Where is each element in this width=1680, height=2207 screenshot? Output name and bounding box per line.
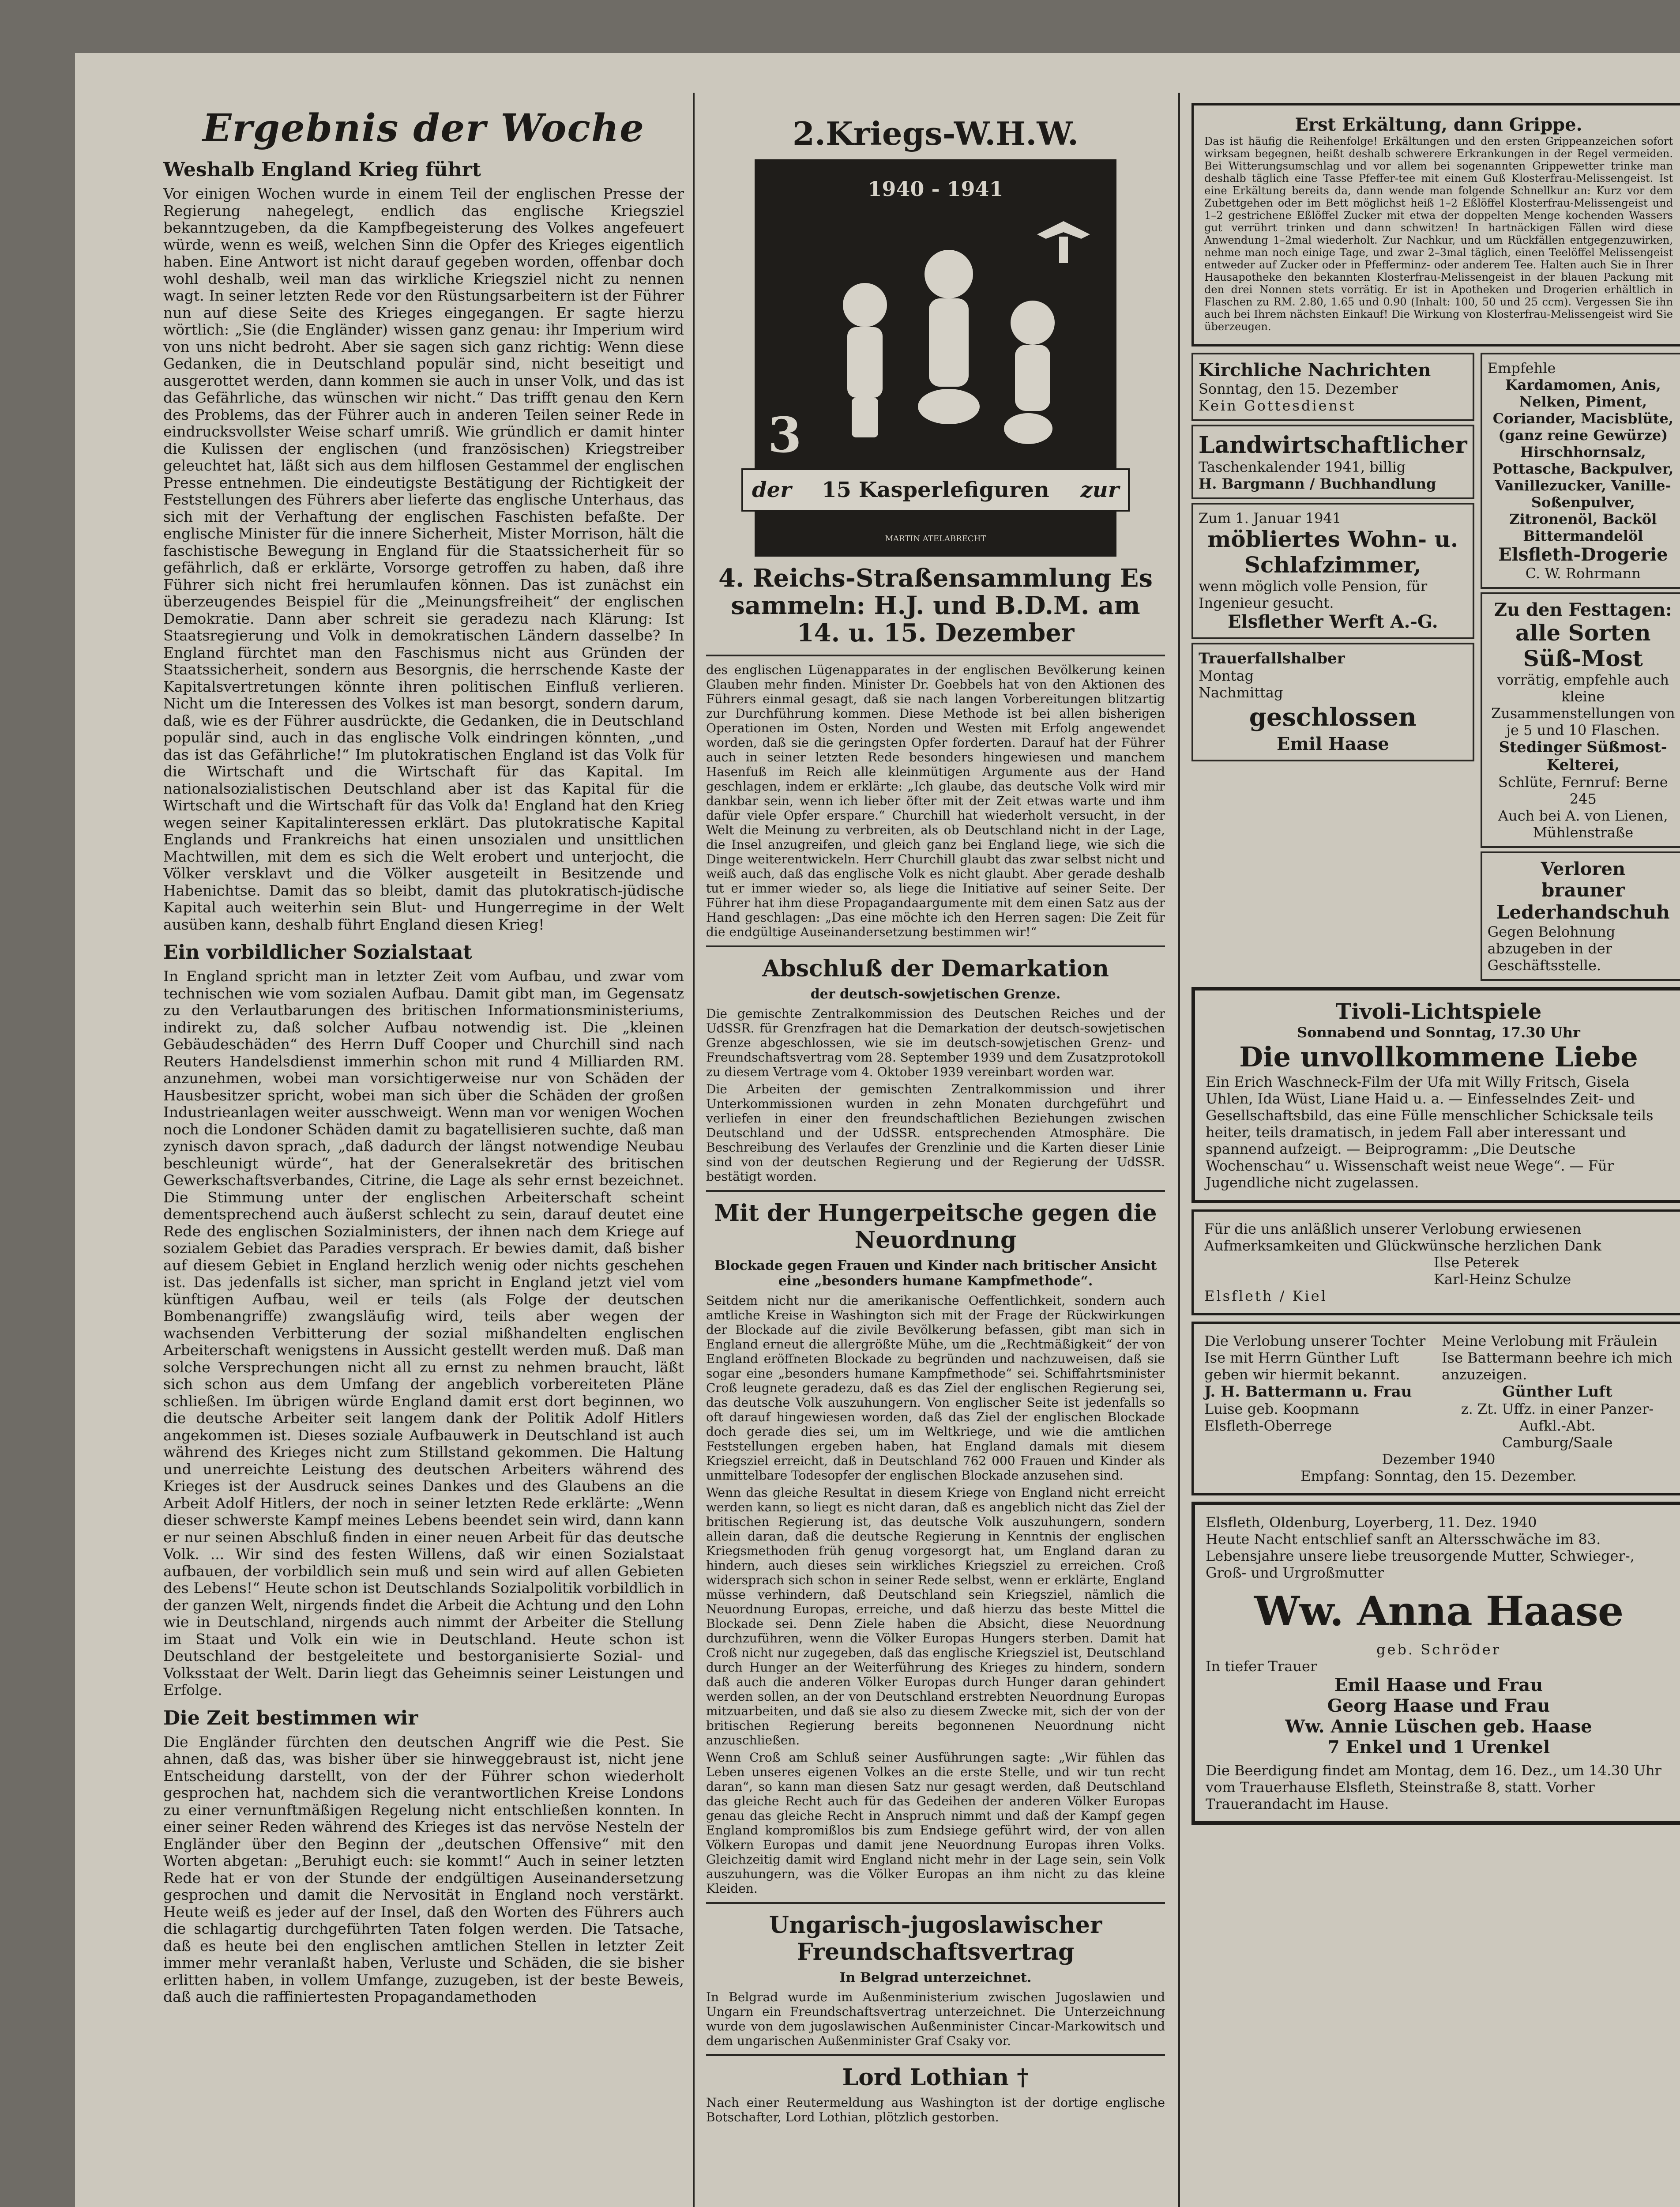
ad-headline: brauner Lederhandschuh xyxy=(1496,879,1670,923)
article-paragraph: Nach einer Reutermeldung aus Washington ist der dortige englische Botschafter, Lord Lothian, plötzlich gestorben. xyxy=(706,2095,1165,2124)
column-right xyxy=(1191,97,1680,2207)
article-title: Ungarisch-jugoslawischer Freundschaftsvertrag xyxy=(769,1912,1102,1966)
article-paragraph: Wenn das gleiche Resultat in diesem Kriege von England nicht erreicht werden kann, so liegt es nicht daran, daß es angeblich nicht das Ziel der britischen Regierung ist, das deutsche Volk auszuhungern, sondern allein daran, daß die deutsche Regierung in Kenntnis der englischen Kriegsmethoden früh genug vorgesorgt hat, um England daran zu hindern, auch dieses sein wirkliches Kriegsziel zu erreichen. Croß widersprach sich schon in seiner Rede selbst, wenn er erklärte, England müsse verhindern, daß Deutschland sein Kriegsziel, nämlich die Neuordnung Europas, erreiche, und daß hierzu das beste Mittel die Blockade sei. Denn Ziele haben die Absicht, diese Neuordnung durchzuführen, wenn die Völker Europas Hungers sterben. Damit hat Croß nicht nur zugegeben, daß das englische Kriegsziel ist, Deutschland durch Hunger an der Weiterführung des Krieges zu hindern, sondern daß auch die anderen Völker Europas durch Hunger daran gehindert werden sollen, an der von Deutschland erstrebten Neuordnung Europas mitzuarbeiten, und daß sie also zu diesem Zwecke mit, sich der von der britischen Regierung bereits begonnenen Neuordnung nicht anzuschließen. xyxy=(706,1485,1165,1748)
poster-title: 2.Kriegs-W.H.W. xyxy=(792,115,1079,152)
ad-firm: Günther Luft xyxy=(1502,1383,1612,1401)
ad-text: Elsfleth-Oberrege xyxy=(1204,1417,1332,1434)
newspaper-page xyxy=(75,53,1680,2207)
ad-text: Gegen Belohnung abzugeben in der Geschäftsstelle. xyxy=(1487,923,1616,974)
ad-text: Die Verlobung unserer Tochter Ise mit Herrn Günther Luft geben wir hiermit bekannt. xyxy=(1204,1333,1426,1383)
article-paragraph: Seitdem nicht nur die amerikanische Oeffentlichkeit, sondern auch amtliche Kreise in Washington sich mit der Frage der Rückwirkungen der Blockade auf die zivile Bevölkerung befassen, gibt man sich in England erneut die allergrößte Mühe, um die „Rechtmäßigkeit“ der von England eröffneten Blockade zu begründen und nachzuweisen, daß sie sogar eine „besonders humane Kampfmethode“ sei. Schiffahrtsminister Croß leugnete geradezu, daß es das Ziel der englischen Regierung sei, das deutsche Volk auszuhungern. Von englischer Seite ist jedenfalls so oft darauf hingewiesen worden, daß das Ziel der englischen Blockade doch gerade dies sei, um im Weltkriege, und wie die amtlichen Feststellungen ergeben haben, hat England damals mit diesem Kriegsziel erreicht, daß in Deutschland 762 000 Frauen und Kinder als unmittelbare Todesopfer der englischen Blockade anzusehen sind. xyxy=(706,1293,1165,1483)
whw-poster xyxy=(752,159,1119,557)
ad-firm: Emil Haase xyxy=(1276,734,1389,754)
ad-text: Heute Nacht entschlief sanft an Altersschwäche im 83. Lebensjahre unsere liebe treusorgende Mutter, Schwieger-, Groß- und Urgroßmutter xyxy=(1206,1531,1635,1581)
divider xyxy=(706,655,1165,656)
ad-firm: J. H. Battermann u. Frau xyxy=(1204,1383,1412,1401)
mourner-name: Ww. Annie Lüschen geb. Haase xyxy=(1285,1716,1592,1737)
ad-text: Auch bei A. von Lienen, Mühlenstraße xyxy=(1498,807,1668,841)
ad-text: Die Beerdigung findet am Montag, dem 16. Dez., um 14.30 Uhr vom Trauerhause Elsfleth, Steinstraße 8, statt. Vorher Trauerandacht im Hause. xyxy=(1206,1762,1661,1812)
article-title: Abschluß der Demarkation xyxy=(762,955,1109,982)
banner-text: 15 Kasperlefiguren xyxy=(822,478,1049,502)
ad-traueranzeige xyxy=(1191,1502,1680,1825)
ad-title: Landwirtschaftlicher xyxy=(1199,432,1467,459)
ad-firm: Stedinger Süßmost-Kelterei, xyxy=(1499,738,1667,774)
ad-text: Taschenkalender 1941, billig xyxy=(1199,459,1406,475)
ad-text: z. Zt. Uffz. in einer Panzer-Aufkl.-Abt. xyxy=(1461,1401,1654,1434)
ad-headline: möbliertes Wohn- u. Schlafzimmer, xyxy=(1207,526,1458,578)
banner-left: der xyxy=(752,478,792,502)
article-title: Die Zeit bestimmen wir xyxy=(163,1706,418,1729)
mourner-name: Emil Haase und Frau xyxy=(1334,1675,1543,1695)
ad-kirche xyxy=(1191,353,1474,421)
ad-text: Luise geb. Koopmann xyxy=(1204,1401,1359,1417)
article-title: Weshalb England Krieg führt xyxy=(163,158,481,181)
ad-zimmer xyxy=(1191,503,1474,639)
column-middle xyxy=(706,97,1165,2207)
ad-text: Meine Verlobung mit Fräulein Ise Battermann beehre ich mich anzuzeigen. xyxy=(1442,1333,1672,1383)
ad-text: Elsfleth, Oldenburg, Loyerberg, 11. Dez. 1940 xyxy=(1206,1514,1537,1531)
ad-title: Kirchliche Nachrichten xyxy=(1199,360,1431,380)
column-left xyxy=(163,97,684,2207)
poster-years: 1940 - 1941 xyxy=(868,177,1003,201)
ad-text: Trauerfallshalber xyxy=(1199,650,1345,667)
ad-suessmost xyxy=(1481,592,1680,848)
ad-text: Elsfleth / Kiel xyxy=(1204,1288,1327,1304)
ad-text: Empfang: Sonntag, den 15. Dezember. xyxy=(1300,1468,1577,1484)
divider xyxy=(706,2054,1165,2056)
ad-tivoli xyxy=(1191,987,1680,1203)
ad-text: vorrätig, empfehle auch kleine Zusammenstellungen von je 5 und 10 Flaschen. xyxy=(1491,671,1675,738)
ad-text: Ein Erich Waschneck-Film der Ufa mit Willy Fritsch, Gisela Uhlen, Ida Wüst, Liane Haid u. a. — Einfesselndes Zeit- und Gesellschaftsbild, das eine Fülle menschlicher Schicksale teils heiter, teils dramatisch, in jedem Fall aber interessant und spannend aufzeigt. — Beiprogramm: „Die Deutsche Wochenschau“ u. Wissenschaft weist neue Wege“. — Für Jugendliche nicht zugelassen. xyxy=(1206,1073,1654,1191)
ad-drogerie xyxy=(1481,353,1680,589)
ad-text: Karl-Heinz Schulze xyxy=(1434,1271,1571,1288)
ad-headline: Die unvollkommene Liebe xyxy=(1239,1041,1638,1073)
ad-text: Zum 1. Januar 1941 xyxy=(1199,510,1342,527)
ad-text: geb. Schröder xyxy=(1376,1641,1501,1658)
ad-text: Empfehle xyxy=(1487,360,1556,377)
ad-klosterfrau xyxy=(1191,103,1680,346)
ad-row xyxy=(1191,353,1680,981)
ad-row xyxy=(1204,1333,1673,1451)
column-rule-1 xyxy=(693,93,695,2207)
ad-firm: Elsfleth-Drogerie xyxy=(1498,544,1668,565)
poster-banner xyxy=(741,468,1130,512)
ad-headline: alle Sorten Süß-Most xyxy=(1515,620,1651,671)
ad-text: Montag xyxy=(1199,667,1254,684)
divider xyxy=(706,1190,1165,1192)
article-subtitle: In Belgrad unterzeichnet. xyxy=(839,1970,1032,1985)
article-subtitle: der deutsch-sowjetischen Grenze. xyxy=(810,987,1061,1002)
divider xyxy=(706,945,1165,947)
column-rule-2 xyxy=(1178,93,1180,2207)
ad-verloren xyxy=(1481,851,1680,981)
banner-right: zur xyxy=(1080,478,1119,502)
article-paragraph: In Belgrad wurde im Außenministerium zwischen Jugoslawien und Ungarn ein Freundschaftsvertrag unterzeichnet. Die Unterzeichnung wurde von dem jugoslawischen Außenminister Cincar-Markowitsch und dem ungarischen Außenminister Graf Csaky vor. xyxy=(706,1990,1165,2048)
ad-text: Ilse Peterek xyxy=(1434,1254,1519,1271)
ad-column xyxy=(1204,1333,1436,1451)
ad-text: Für die uns anläßlich unserer Verlobung erwiesenen Aufmerksamkeiten und Glückwünsche herzlichen Dank xyxy=(1204,1220,1601,1254)
ad-column xyxy=(1191,353,1474,981)
article-title: Lord Lothian † xyxy=(842,2064,1029,2091)
ad-firm: H. Bargmann / Buchhandlung xyxy=(1199,475,1436,492)
masthead-title: Ergebnis der Woche xyxy=(202,106,645,151)
ad-headline: geschlossen xyxy=(1249,703,1417,732)
ad-column xyxy=(1442,1333,1673,1451)
ad-title: Tivoli-Lichtspiele xyxy=(1335,999,1542,1024)
article-paragraph: In England spricht man in letzter Zeit vom Aufbau, und zwar vom technischen wie vom sozialen Aufbau. Damit gibt man, im Gegensatz zu den Verlautbarungen des britischen Informationsministeriums, indirekt zu, daß solcher Aufbau notwendig ist. Die „kleinen Gebäudeschäden“ des Herrn Duff Cooper und Churchill sind nach Reuters Handelsdienst immerhin schon mit rund 4 Milliarden RM. anzunehmen, wobei man vorsichtigerweise nur von Schäden der Hausbesitzer spricht, wobei man sich über die Schäden der großen Industrieanlagen weiter ausschweigt. Wenn man vor wenigen Wochen noch die Londoner Schäden damit zu bagatellisieren suchte, daß man zynisch davon sprach, „daß dadurch der längst notwendige Neubau beschleunigt würde“, hat der Generalsekretär des britischen Gewerkschaftsverbandes, Citrine, die Lage als sehr ernst bezeichnet. Die Stimmung unter der englischen Arbeiterschaft scheint dementsprechend auch äußerst schlecht zu sein, darauf deutet eine Rede des englischen Sozialministers, der ihnen nach dem Kriege auf sozialem Gebiet das Paradies versprach. Er bewies damit, daß bisher auf diesem Gebiet in England herzlich wenig oder nichts geschehen ist. Das jedenfalls ist sicher, man spricht in England jetzt viel vom künftigen Aufbau, weil er teils (als Folge der deutschen Bombenangriffe) zwangsläufig wird, teils aber wegen der wachsenden Verbitterung der sozial mißhandelten englischen Arbeiterschaft wenigstens in Aussicht gestellt werden muß. Daß man solche Versprechungen nicht all zu ernst zu nehmen braucht, läßt sich schon aus dem Umfang der angeblich vorbereiteten Pläne schließen. Im übrigen würde England damit erst dort beginnen, wo die deutsche Arbeiter seit langem dank der Politik Adolf Hitlers angekommen ist. Dieses soziale Aufbauwerk in Deutschland ist auch während des Krieges nicht zum Stillstand gekommen. Die Haltung und unerreichte Leistung des deutschen Arbeiters während des Krieges ist der Ausdruck seines Dankes und des Glaubens an die Arbeit Adolf Hitlers, der noch in seiner letzten Rede erklärte: „Wenn dieser schwerste Kampf meines Lebens beendet sein wird, dann kann er nur seinen Abschluß finden in einer neuen Arbeit für das deutsche Volk. ... Wir sind des festen Willens, daß wir einen Sozialstaat aufbauen, der vorbildlich sein muß und sein wird auf allen Gebieten des Lebens!“ Heute schon ist Deutschlands Sozialpolitik vorbildlich in der ganzen Welt, nirgends findet die Arbeit die Achtung und den Lohn wie in Deutschland, nirgends auch nimmt der Arbeiter die Stellung im Staat und Volk ein wie in Deutschland. Heute schon ist Deutschland der bestgeleitete und bestorganisierte Sozial- und Volksstaat der Welt. Darin liegt das Geheimnis seiner Leistungen und Erfolge. xyxy=(163,968,684,1699)
ad-text: Dezember 1940 xyxy=(1382,1451,1496,1468)
article-paragraph: Vor einigen Wochen wurde in einem Teil der englischen Presse der Regierung nahegelegt, endlich das englische Kriegsziel bekanntzugeben, da die Kampfbegeisterung des Volkes angefeuert würde, wenn es weiß, welchen Sinn die Opfer des Krieges eigentlich haben. Eine Antwort ist nicht darauf gegeben worden, offenbar doch wohl deshalb, weil man das wirkliche Kriegsziel nicht zu nennen wagt. In seiner letzten Rede vor den Rüstungsarbeitern ist der Führer nun auf diese Seite des Krieges eingegangen. Er sagte hierzu wörtlich: „Sie (die Engländer) wissen ganz genau: ihr Imperium wird von uns nicht bedroht. Aber sie sagen sich ganz richtig: Wenn diese Gedanken, die in Deutschland populär sind, nicht beseitigt und ausgerottet werden, dann kommen sie auch in unser Volk, und das ist das Gefährliche, das wünschen wir nicht.“ Das trifft genau den Kern des Problems, das der Führer auch in anderen Teilen seiner Rede in eindrucksvollster Weise scharf umriß. Wie gründlich er damit hinter die Kulissen der englischen (und französischen) Kriegstreiber geleuchtet hat, läßt sich aus dem hilflosen Gestammel der englischen Presse entnehmen. Die eindeutigste Bestätigung der Richtigkeit der Feststellungen des Führers aber lieferte das englische Unterhaus, das sich mit der Verhaftung der englischen Faschisten befaßte. Der englische Minister für die innere Sicherheit, Mister Morrison, hält die faschistische Bewegung in England für die Staatssicherheit für so gefährlich, daß er erklärte, Vorsorge getroffen zu haben, daß ihre Führer sich nicht frei herumlaufen können. Das ist zunächst ein überzeugendes Beispiel für die „Meinungsfreiheit“ der englischen Demokratie. Dann aber schreit sie geradezu nach Klärung: Ist Staatsregierung und Volk in demokratischen Ländern dasselbe? In England fürchtet man den Faschismus nicht aus Gründen der Staatssicherheit, sondern aus Besorgnis, die herrschende Kaste der Kapitalsvertretungen könnte ihren politischen Einfluß verlieren. Nicht um die Interessen des Volkes ist man besorgt, sondern darum, daß, wie es der Führer ausdrückte, die Gedanken, die in Deutschland populär sind, auch in das englische Volk eindringen könnten, „und das ist das Gefährliche!“ Im plutokratischen England ist das Volk für die Wirtschaft und die Wirtschaft für das Kapital. Im nationalsozialistischen Deutschland aber ist das Kapital für die Wirtschaft und die Wirtschaft für das Volk da! England hat den Krieg wegen seiner Kapitalinteressen erklärt. Das plutokratische Kapital Englands und Frankreichs hat einen unsozialen und unsittlichen Machtwillen, mit dem es sich die Welt erobert und unterjocht, die Völker versklavt und die Völker ausgeteilt in Besitzende und Habenichtse. Damit das so bleibt, damit das plutokratisch-jüdische Kapital auch weiterhin sein Blut- und Hungerregime in der Welt ausüben kann, deshalb führt England diesen Krieg! xyxy=(163,185,684,933)
ad-text: Schlüte, Fernruf: Berne 245 xyxy=(1498,774,1668,807)
ad-kalender xyxy=(1191,425,1474,499)
article-paragraph: des englischen Lügenapparates in der englischen Bevölkerung keinen Glauben mehr finden. Minister Dr. Goebbels hat von den Aktionen des Führers einmal gesagt, daß sie nach langen Vorbereitungen blitzartig zur Durchführung kommen. Diese Methode ist bei allen bisherigen Operationen im Osten, Norden und Westen mit Erfolg angewendet worden, daß sie die geringsten Opfer forderten. Darauf hat der Führer auch in seiner letzten Rede besonders hingewiesen und manchem Hasenfuß im Reich alle kleinmütigen Argumente aus der Hand geschlagen, indem er erklärte: „Ich glaube, das deutsche Volk wird mir dankbar sein, wenn ich lieber öfter mit der Zeit etwas warte und ihm dafür viele Opfer erspare.“ Churchill hat wiederholt versucht, in der Welt die Meinung zu verbreiten, als ob Deutschland nicht in der Lage, die Insel anzugreifen, und gleich ganz bei England liege, wie sich die Dinge weiterentwickeln. Herr Churchill glaubt das zwar selbst nicht und weiß auch, daß das englische Volk es nicht glaubt. Aber gerade deshalb tut er immer wieder so, als liege die Initiative auf seiner Seite. Der Führer hat ihm diese Propagandaargumente mit dem einen Satz aus der Hand geschlagen: „Das eine möchte ich den Herren sagen: Die Zeit für die endgültige Auseinandersetzung bestimmen wir!“ xyxy=(706,663,1165,939)
ad-text: In tiefer Trauer xyxy=(1206,1658,1317,1675)
poster-artist: MARTIN ATELABRECHT xyxy=(885,534,986,543)
article-subtitle: Blockade gegen Frauen und Kinder nach britischer Ansicht eine „besonders humane Kampfmethode“. xyxy=(714,1258,1157,1289)
ad-verlobung xyxy=(1191,1322,1680,1495)
ad-column xyxy=(1481,353,1680,981)
ad-text: Sonnabend und Sonntag, 17.30 Uhr xyxy=(1297,1024,1580,1041)
ad-text: Kein Gottesdienst xyxy=(1199,397,1356,414)
article-paragraph: Wenn Croß am Schluß seiner Ausführungen sagte: „Wir fühlen das Leben unseres eigenen Volkes an die erste Stelle, und wir tun recht daran“, so kann man diesen Satz nur gesagt werden, daß Deutschland das gleiche Recht auch für das Gedeihen der anderen Völker Europas genau das gleiche Recht in Anspruch nimmt und daß der Kampf gegen England kompromißlos bis zum Endsiege geführt wird, der von allen Völkern Europas und damit jene Neuordnung Europas ihren Volks. Gleichzeitig damit wird England nicht mehr in der Lage sein, sein Volk auszuhungern, was die Völker Europas an ihm nicht zu das kleine Kleiden. xyxy=(706,1750,1165,1896)
mourner-name: Georg Haase und Frau xyxy=(1327,1695,1550,1716)
article-paragraph: Die Engländer fürchten den deutschen Angriff wie die Pest. Sie ahnen, daß das, was bisher über sie hinweggebraust ist, nicht jene Entscheidung darstellt, von der der Führer schon wiederholt gesprochen hat, nachdem sich die verantwortlichen Kreise Londons zu einer vernunftmäßigen Regelung nicht entschließen konnten. In einer seiner Reden während des Krieges ist das nervöse Nesteln der Engländer über den Beginn der „deutschen Offensive“ mit den Worten abgetan: „Beruhigt euch: sie kommt!“ Auch in seiner letzten Rede hat er von der Stunde der endgültigen Auseinandersetzung gesprochen und damit die Nervosität in England noch verstärkt. Heute weiß es jeder auf der Insel, daß den Worten des Führers auch die schlagartig durchgeführten Taten folgen werden. Die Tatsache, daß es heute bei den englischen amtlichen Stellen in letzter Zeit immer mehr veranlaßt haben, Verluste und Schäden, die sie bisher erlitten haben, in vollem Umfange, zuzugeben, ist der beste Beweis, daß auch die raffiniertesten Propagandamethoden xyxy=(163,1733,684,2005)
ad-title: Zu den Festtagen: xyxy=(1494,599,1672,620)
ad-text: Sonntag, den 15. Dezember xyxy=(1199,380,1398,397)
ad-text: Kardamomen, Anis, Nelken, Piment, Coriander, Macisblüte, (ganz reine Gewürze) Hirschhornsalz, Pottasche, Backpulver, Vanillezucker, Vanille-Soßenpulver, Zitronenöl, Backöl Bittermandelöl xyxy=(1492,377,1674,544)
ad-text: Nachmittag xyxy=(1199,684,1283,701)
ad-text: Das ist häufig die Reihenfolge! Erkältungen und den ersten Grippeanzeichen sofort wirksam begegnen, heißt deshalb schwerere Erkrankungen in der Regel vermeiden. Bei Witterungsumschlag und vor allem bei sogenannten Grippewetter trinke man deshalb täglich eine Tasse Pfeffer-tee mit einem Guß Klosterfrau-Melissengeist. Ist eine Erkältung bereits da, dann wende man folgende Schnellkur an: Kurz vor dem Zubettgehen oder im Bett möglichst heiß 1–2 Eßlöffel Klosterfrau-Melissengeist und 1–2 gestrichene Eßlöffel Zucker mit etwa der doppelten Menge kochenden Wassers gut verrührt trinken und dann schwitzen! In hartnäckigen Fällen wird diese Anwendung 1–2mal wiederholt. Zur Nachkur, und um Rückfällen entgegenzuwirken, nehme man noch einige Tage, und zwar 2–3mal täglich, einen Teelöffel Melissengeist entweder auf Zucker oder in Pfefferminz- oder anderem Tee. Halten auch Sie in Ihrer Hausapotheke den bekannten Klosterfrau-Melissengeist in der blauen Packung mit den drei Nonnen stets vorrätig. Er ist in Apotheken und Drogerien erhältlich in Flaschen zu RM. 2.80, 1.65 und 0.90 (Inhalt: 100, 50 und 25 ccm). Vergessen Sie ihn auch bei Ihrem nächsten Einkauf! Die Wirkung von Klosterfrau-Melissengeist wird Sie überzeugen. xyxy=(1204,135,1673,333)
ad-dank xyxy=(1191,1209,1680,1315)
ad-text: wenn möglich volle Pension, für Ingenieur gesucht. xyxy=(1199,578,1428,611)
deceased-name: Ww. Anna Haase xyxy=(1254,1587,1624,1635)
ad-firm: Elsflether Werft A.-G. xyxy=(1227,611,1438,632)
ad-title: Verloren xyxy=(1541,859,1625,879)
ad-haase xyxy=(1191,643,1474,761)
article-title: Mit der Hungerpeitsche gegen die Neuordnung xyxy=(714,1200,1157,1254)
poster-caption: 4. Reichs-Straßensammlung Es sammeln: H.J. und B.D.M. am 14. u. 15. Dezember xyxy=(718,564,1153,648)
article-title: Ein vorbildlicher Sozialstaat xyxy=(163,941,472,964)
ad-text: C. W. Rohrmann xyxy=(1525,565,1641,582)
article-paragraph: Die gemischte Zentralkommission des Deutschen Reiches und der UdSSR. für Grenzfragen hat die Demarkation der deutsch-sowjetischen Grenze abgeschlossen, wie sie im deutsch-sowjetischen Grenz- und Freundschaftsvertrag vom 28. September 1939 und dem Zusatzprotokoll zu diesem Vertrage vom 4. Oktober 1939 vereinbart worden war. xyxy=(706,1006,1165,1079)
article-paragraph: Die Arbeiten der gemischten Zentralkommission und ihrer Unterkommissionen wurden in zehn Monaten durchgeführt und verliefen in einer den freundschaftlichen Beziehungen zwischen Deutschland und der UdSSR. entsprechenden Atmosphäre. Die Beschreibung des Verlaufes der Grenzlinie und die Karten dieser Linie sind von der deutschen Regierung und der Regierung der UdSSR. bestätigt worden. xyxy=(706,1082,1165,1184)
ad-title: Erst Erkältung, dann Grippe. xyxy=(1295,114,1582,135)
poster-number: 3 xyxy=(768,407,802,463)
divider xyxy=(706,1902,1165,1904)
ad-text: Camburg/Saale xyxy=(1502,1434,1613,1451)
mourner-name: 7 Enkel und 1 Urenkel xyxy=(1327,1737,1550,1758)
